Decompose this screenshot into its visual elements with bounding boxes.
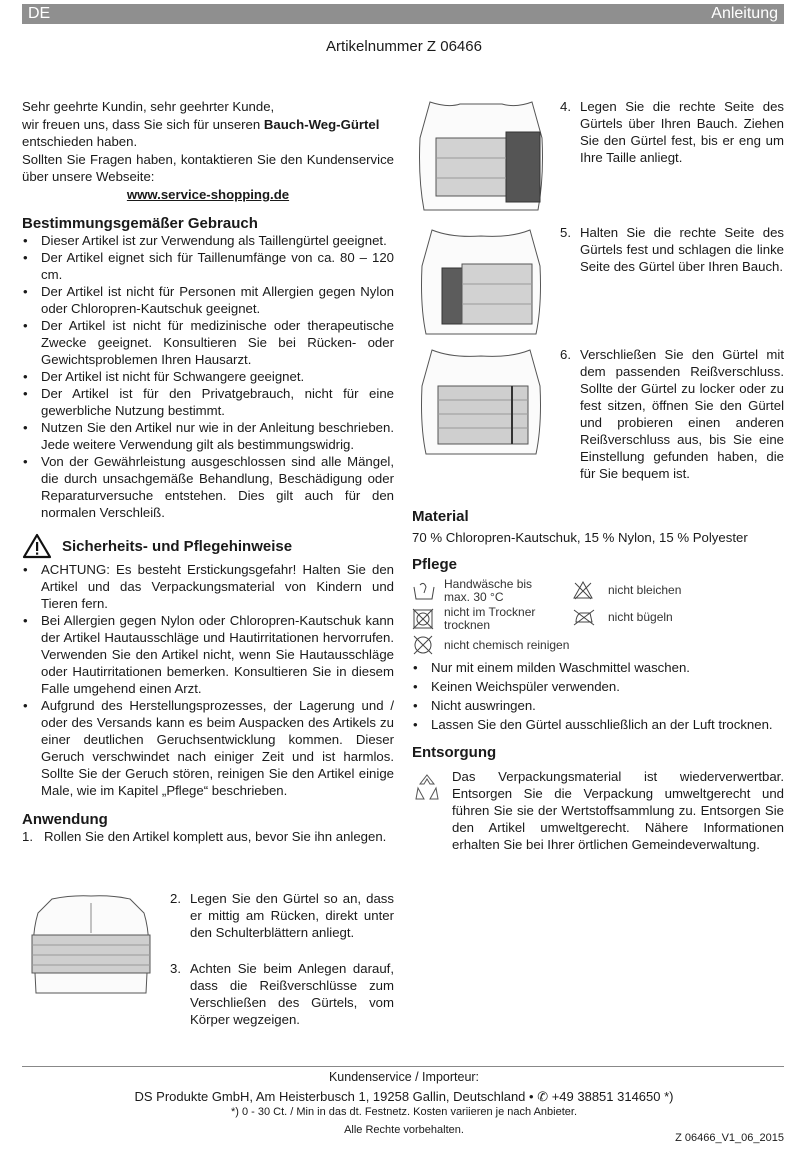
version-number: Z 06466_V1_06_2015 [675, 1132, 784, 1144]
step-1: 1. Rollen Sie den Artikel komplett aus, bevor Sie ihn anlegen. [22, 829, 387, 844]
no-iron-icon [572, 608, 596, 626]
list-item: • Bei Allergien gegen Nylon oder Chloropren-Kautschuk kann der Artikel Hautausschläge und Hautirritationen hervorrufen. Verwenden Sie den Artikel nicht, wenn Sie Hautausschläge oder Hautirritationen bemerken. Konsultieren Sie in diesem Falle umgehend einen Arzt. [22, 612, 394, 697]
application-heading: Anwendung [22, 811, 108, 828]
footer-divider [22, 1066, 784, 1067]
warning-icon [22, 533, 52, 559]
contact-text: Sollten Sie Fragen haben, kontaktieren Sie den Kundenservice über unsere Webseite: [22, 152, 394, 184]
list-item: • Nutzen Sie den Artikel nur wie in der Anleitung beschrieben. Jede weitere Verwendung gilt als bestimmungswidrig. [22, 419, 394, 453]
list-item: • Aufgrund des Herstellungsprozesses, der Lagerung und / oder des Versands kann es beim Auspacken des Artikels zu einer deutlichen Geruchsentwicklung kommen. Dieser Geruch verschwindet nach einiger Zeit und ist harmlos. Sollte Sie der Geruch stören, reinigen Sie den Artikel einige Male, wie im Kapitel „Pflege“ beschrieben. [22, 697, 394, 799]
step-5: 5. Halten Sie die rechte Seite des Gürtels fest und schlagen die linke Seite des Gürtel über Ihren Bauch. [560, 225, 784, 274]
list-item: • Der Artikel ist nicht für Personen mit Allergien gegen Nylon oder Chloropren-Kautschuk geeignet. [22, 283, 394, 317]
language-code: DE [28, 5, 51, 22]
list-item: • Von der Gewährleistung ausgeschlossen sind alle Mängel, die durch unsachgemäße Behandlung, Beschädigung oder Reparaturversuche entstehen. Dies gilt auch für den normalen Verschleiß. [22, 453, 394, 521]
greeting: Sehr geehrte Kundin, sehr geehrter Kunde, [22, 99, 275, 114]
care-symbol: Handwäsche bis max. 30 °C [412, 578, 554, 604]
care-symbol: nicht bügeln [572, 608, 673, 626]
article-number: Artikelnummer Z 06466 [326, 38, 482, 55]
safety-heading: Sicherheits- und Pflegehinweise [62, 537, 293, 555]
list-item: • Lassen Sie den Gürtel ausschließlich an der Luft trocknen. [412, 715, 784, 734]
list-item: • Der Artikel ist für den Privatgebrauch, nicht für eine gewerbliche Nutzung bestimmt. [22, 385, 394, 419]
no-dry-clean-icon [412, 634, 434, 656]
website-link[interactable]: www.service-shopping.de [126, 187, 290, 202]
recycle-icon [412, 772, 442, 802]
list-item: • Nicht auswringen. [412, 696, 784, 715]
list-item: • ACHTUNG: Es besteht Erstickungsgefahr! Halten Sie den Artikel und das Verpackungsmaterial von Kindern und Tieren fern. [22, 561, 394, 612]
no-tumble-dry-icon [412, 608, 434, 630]
list-item: • Der Artikel ist nicht für Schwangere geeignet. [22, 368, 394, 385]
care-heading: Pflege [412, 556, 458, 573]
disposal-text: Das Verpackungsmaterial ist wiederverwertbar. Entsorgen Sie die Verpackung umweltgerecht und führen Sie sie der Wertstoffsammlung zu. Entsorgen Sie den Artikel umweltgerecht. Nähere Informationen erhalten Sie bei Ihrer örtlichen Gemeindeverwaltung. [452, 769, 784, 852]
safety-heading-row [22, 531, 394, 561]
footer-note: *) 0 - 30 Ct. / Min in das dt. Festnetz. Kosten variieren je nach Anbieter. [230, 1106, 578, 1118]
intro-text: wir freuen uns, dass Sie sich für unseren Bauch-Weg-Gürtel entschieden haben. [22, 117, 380, 149]
care-symbol: nicht im Trockner trocknen [412, 606, 554, 632]
illustration-back-view [22, 893, 160, 1006]
usage-heading: Bestimmungsgemäßer Gebrauch [22, 215, 258, 232]
illustration-step-6 [412, 346, 550, 458]
footer-service: Kundenservice / Importeur: [328, 1070, 480, 1084]
safety-list [22, 561, 394, 799]
illustration-step-4 [412, 98, 550, 213]
handwash-icon [412, 581, 436, 601]
care-symbol: nicht bleichen [572, 580, 681, 600]
usage-list [22, 232, 394, 521]
footer-rights: Alle Rechte vorbehalten. [344, 1124, 464, 1136]
care-symbol: nicht chemisch reinigen [412, 634, 569, 656]
step-4: 4. Legen Sie die rechte Seite des Gürtels über Ihren Bauch. Ziehen Sie den Gürtel fest, bis er eng um Ihre Taille anliegt. [560, 99, 784, 165]
header-bar [22, 4, 784, 24]
list-item: • Der Artikel eignet sich für Taillenumfänge von ca. 80 – 120 cm. [22, 249, 394, 283]
list-item: • Nur mit einem milden Waschmittel waschen. [412, 658, 784, 677]
footer-company: DS Produkte GmbH, Am Heisterbusch 1, 19258 Gallin, Deutschland • ✆ +49 38851 314650 *) [134, 1089, 674, 1104]
step-2: 2. Legen Sie den Gürtel so an, dass er mittig am Rücken, direkt unter den Schulterblättern anliegt. [170, 891, 394, 940]
no-bleach-icon [572, 580, 594, 600]
material-text: 70 % Chloropren-Kautschuk, 15 % Nylon, 15 % Polyester [412, 530, 748, 545]
material-heading: Material [412, 508, 469, 525]
disposal-heading: Entsorgung [412, 744, 497, 761]
list-item: • Keinen Weichspüler verwenden. [412, 677, 784, 696]
step-6: 6. Verschließen Sie den Gürtel mit dem passenden Reißverschluss. Sollte der Gürtel zu locker oder zu fest sitzen, öffnen Sie den Gürtel und probieren einen anderen Reißverschluss aus, bis Sie eine Einstellung gefunden haben, die für Sie bequem ist. [560, 347, 784, 481]
header-title: Anleitung [711, 5, 778, 22]
illustration-step-5 [412, 226, 550, 336]
step-3: 3. Achten Sie beim Anlegen darauf, dass die Reißverschlüsse zum Verschließen des Gürtels, vom Körper wegzeigen. [170, 961, 394, 1027]
care-instructions [412, 658, 784, 761]
list-item: • Dieser Artikel ist zur Verwendung als Taillengürtel geeignet. [22, 232, 394, 249]
material-section [412, 508, 784, 573]
list-item: • Der Artikel ist nicht für medizinische oder therapeutische Zwecke geeignet. Konsultieren Sie bei Rücken- oder Gewichtsproblemen Ihren Hausarzt. [22, 317, 394, 368]
left-column [22, 98, 394, 845]
